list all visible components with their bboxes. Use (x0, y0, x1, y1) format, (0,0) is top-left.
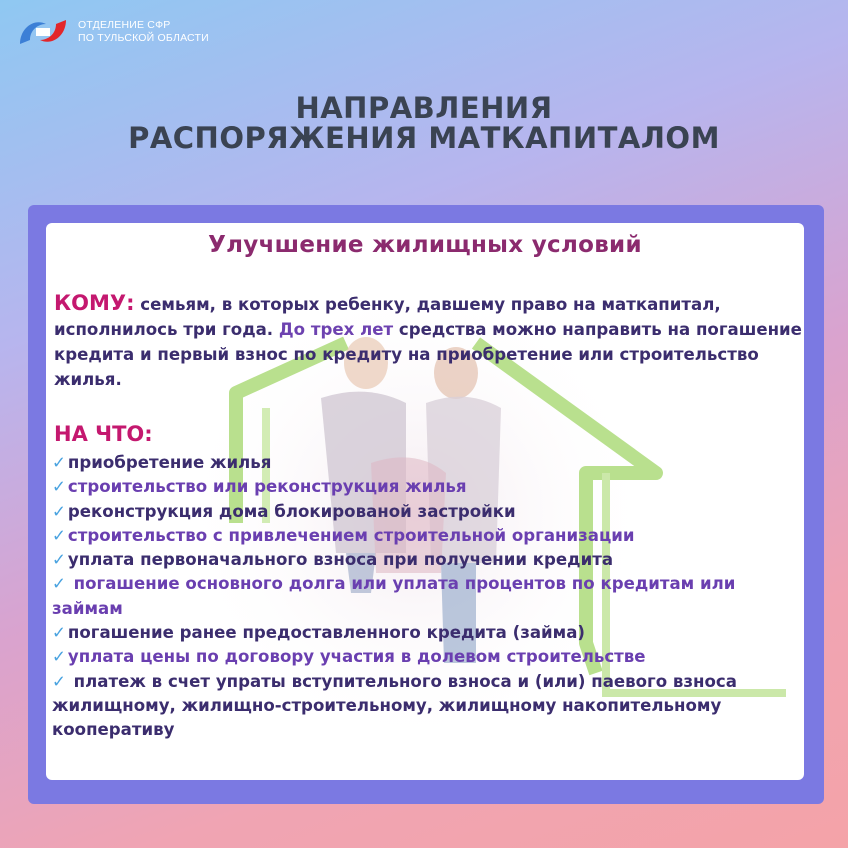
list-item-text: приобретение жилья (67, 453, 272, 472)
org-name-line2: ПО ТУЛЬСКОЙ ОБЛАСТИ (78, 32, 209, 44)
list-item (52, 524, 802, 548)
list-item (52, 670, 802, 743)
check-icon: ✓ (52, 550, 66, 570)
list-item-text: строительство или реконструкция жилья (67, 477, 467, 497)
check-icon: ✓ (52, 525, 66, 545)
whom-text-part1: семьям, в которых ребенку, давшему право на маткапитал, исполнилось три года. (54, 295, 721, 339)
list-item (52, 548, 802, 572)
card-content (46, 223, 804, 780)
list-item-text: уплата цены по договору участия в долевом строительстве (67, 647, 646, 667)
section-subtitle: Улучшение жилищных условий (208, 232, 642, 258)
check-icon: ✓ (52, 453, 66, 472)
list-item-text: реконструкция дома блокированой застройки (67, 501, 516, 521)
org-name-line1: ОТДЕЛЕНИЕ СФР (78, 19, 171, 31)
whom-highlight: До трех лет (278, 320, 394, 339)
list-item (52, 645, 802, 669)
page-title-line1: НАПРАВЛЕНИЯ (295, 91, 553, 125)
whom-text-part2: средства можно направить на погашение кредита и первый взнос по кредиту на приобретение или строительство жилья. (54, 320, 802, 389)
check-icon: ✓ (52, 501, 66, 521)
check-icon: ✓ (52, 574, 66, 594)
list-item-text: погашение основного долга или уплата процентов по кредитам или займам (52, 574, 736, 618)
list-item-text: строительство с привлечением строительной организации (67, 525, 635, 545)
list-item (52, 475, 802, 499)
whom-paragraph (54, 291, 802, 392)
page-title-line2: РАСПОРЯЖЕНИЯ МАТКАПИТАЛОМ (128, 121, 720, 155)
what-label: НА ЧТО: (54, 422, 153, 446)
info-card (46, 223, 804, 780)
list-item-text: платеж в счет упраты вступительного взноса и (или) паевого взноса жилищному, жилищно-строительному, жилищному накопительному кооперативу (52, 671, 737, 740)
directions-list (52, 451, 802, 743)
list-item-text: уплата первоначального взноса при получении кредита (67, 550, 614, 570)
page-title (0, 93, 848, 153)
check-icon: ✓ (52, 623, 66, 643)
list-item (52, 572, 802, 621)
check-icon: ✓ (52, 477, 66, 497)
check-icon: ✓ (52, 647, 66, 667)
sfr-logo-icon (16, 14, 70, 50)
sfr-logo (16, 14, 209, 50)
list-item (52, 621, 802, 645)
list-item-text: погашение ранее предоставленного кредита (займа) (67, 623, 586, 643)
check-icon: ✓ (52, 671, 66, 691)
org-name (78, 19, 209, 45)
list-item (52, 500, 802, 524)
list-item (52, 451, 802, 475)
whom-label: КОМУ: (54, 291, 135, 315)
